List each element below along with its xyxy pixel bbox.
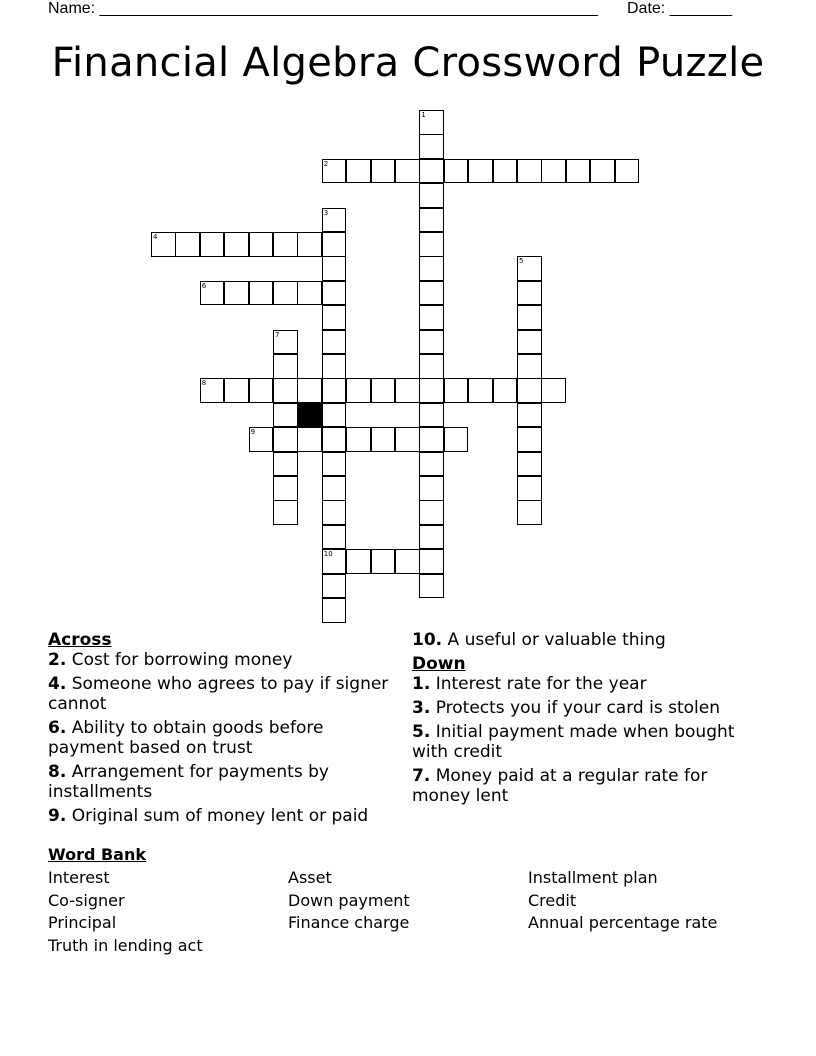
grid-cell[interactable] — [517, 256, 542, 281]
grid-cell[interactable] — [517, 159, 542, 184]
grid-cell[interactable] — [419, 476, 444, 501]
grid-cell[interactable] — [322, 354, 347, 379]
grid-cell[interactable] — [322, 427, 347, 452]
grid-cell[interactable] — [419, 305, 444, 330]
grid-cell[interactable] — [322, 305, 347, 330]
grid-cell[interactable] — [273, 354, 298, 379]
across-heading: Across — [48, 630, 112, 650]
grid-cell[interactable] — [468, 159, 493, 184]
grid-cell[interactable] — [517, 330, 542, 355]
grid-cell[interactable] — [322, 378, 347, 403]
grid-cell[interactable] — [419, 500, 444, 525]
grid-cell[interactable] — [395, 549, 420, 574]
grid-cell[interactable] — [493, 159, 518, 184]
grid-cell[interactable] — [273, 403, 298, 428]
grid-cell[interactable] — [419, 354, 444, 379]
grid-cell[interactable] — [224, 378, 249, 403]
grid-cell[interactable] — [419, 159, 444, 184]
grid-cell[interactable] — [273, 378, 298, 403]
grid-cell[interactable] — [297, 427, 322, 452]
grid-cell[interactable] — [517, 354, 542, 379]
grid-cell[interactable] — [322, 476, 347, 501]
cell-number: 6 — [201, 281, 207, 290]
word-bank-item: Truth in lending act — [48, 935, 203, 955]
grid-cell[interactable] — [249, 427, 274, 452]
cell-number: 8 — [201, 379, 207, 388]
grid-cell[interactable] — [419, 452, 444, 477]
grid-cell[interactable] — [517, 281, 542, 306]
grid-cell[interactable] — [322, 232, 347, 257]
clue-across-8: 8. Arrangement for payments by installments — [48, 762, 329, 802]
grid-cell[interactable] — [419, 208, 444, 233]
grid-cell[interactable] — [615, 159, 640, 184]
grid-cell[interactable] — [322, 256, 347, 281]
clue-down-1: 1. Interest rate for the year — [412, 674, 647, 694]
cell-number: 9 — [250, 428, 256, 437]
black-cell — [297, 403, 322, 428]
grid-cell[interactable] — [273, 452, 298, 477]
word-bank-item: Annual percentage rate — [528, 913, 718, 932]
cell-number: 7 — [275, 330, 280, 339]
grid-cell[interactable] — [322, 549, 347, 574]
grid-cell[interactable] — [200, 232, 225, 257]
grid-cell[interactable] — [297, 378, 322, 403]
word-bank — [48, 845, 768, 956]
word-bank-item: Installment plan — [528, 868, 658, 887]
grid-cell[interactable] — [273, 427, 298, 452]
clue-across-10: 10. A useful or valuable thing — [412, 630, 666, 650]
grid-cell[interactable] — [419, 183, 444, 208]
grid-cell[interactable] — [322, 452, 347, 477]
grid-cell[interactable] — [493, 378, 518, 403]
grid-cell[interactable] — [541, 159, 566, 184]
grid-cell[interactable] — [517, 305, 542, 330]
grid-cell[interactable] — [322, 598, 347, 623]
date-field-label: Date: _______ — [627, 0, 732, 17]
grid-cell[interactable] — [273, 232, 298, 257]
down-heading: Down — [412, 654, 466, 674]
word-bank-item: Interest — [48, 868, 110, 887]
right-clues — [412, 630, 762, 810]
grid-cell[interactable] — [224, 281, 249, 306]
clue-down-7: 7. Money paid at a regular rate for money lent — [412, 766, 708, 806]
grid-cell[interactable] — [419, 110, 444, 135]
grid-cell[interactable] — [224, 232, 249, 257]
grid-cell[interactable] — [590, 159, 615, 184]
grid-cell[interactable] — [273, 330, 298, 355]
grid-cell[interactable] — [322, 281, 347, 306]
cell-number: 1 — [421, 111, 426, 119]
grid-cell[interactable] — [249, 232, 274, 257]
word-bank-item: Asset — [288, 868, 332, 887]
grid-cell[interactable] — [322, 208, 347, 233]
grid-cell[interactable] — [517, 452, 542, 477]
cell-number: 4 — [153, 233, 158, 241]
grid-cell[interactable] — [346, 427, 371, 452]
grid-cell[interactable] — [419, 330, 444, 355]
word-bank-item: Down payment — [288, 890, 410, 910]
cell-number: 5 — [519, 257, 524, 266]
grid-cell[interactable] — [517, 476, 542, 501]
word-bank-item: Co-signer — [48, 890, 125, 910]
grid-cell[interactable] — [322, 574, 347, 599]
grid-cell[interactable] — [151, 232, 176, 257]
grid-cell[interactable] — [541, 378, 566, 403]
grid-cell[interactable] — [395, 378, 420, 403]
grid-cell[interactable] — [517, 427, 542, 452]
grid-cell[interactable] — [371, 159, 396, 184]
grid-cell[interactable] — [444, 159, 469, 184]
grid-cell[interactable] — [444, 427, 469, 452]
grid-cell[interactable] — [322, 403, 347, 428]
cell-number: 10 — [323, 550, 333, 559]
clue-down-5: 5. Initial payment made when bought with credit — [412, 722, 735, 762]
grid-cell[interactable] — [371, 378, 396, 403]
grid-cell[interactable] — [419, 281, 444, 306]
grid-cell[interactable] — [419, 549, 444, 574]
grid-cell[interactable] — [371, 549, 396, 574]
clue-across-9: 9. Original sum of money lent or paid — [48, 806, 369, 826]
grid-cell[interactable] — [419, 403, 444, 428]
grid-cell[interactable] — [517, 378, 542, 403]
grid-cell[interactable] — [419, 232, 444, 257]
cell-number: 2 — [323, 159, 329, 168]
clue-down-3: 3. Protects you if your card is stolen — [412, 698, 720, 718]
cell-number: 3 — [323, 208, 329, 217]
grid-cell[interactable] — [249, 378, 274, 403]
grid-cell[interactable] — [566, 159, 591, 184]
grid-cell[interactable] — [517, 403, 542, 428]
grid-cell[interactable] — [346, 549, 371, 574]
grid-cell[interactable] — [346, 378, 371, 403]
grid-cell[interactable] — [322, 525, 347, 550]
grid-cell[interactable] — [322, 159, 347, 184]
clue-across-4: 4. Someone who agrees to pay if signer cannot — [48, 674, 389, 714]
grid-cell[interactable] — [419, 427, 444, 452]
grid-cell[interactable] — [175, 232, 200, 257]
grid-cell[interactable] — [200, 378, 225, 403]
word-bank-list — [48, 868, 768, 956]
word-bank-item: Credit — [528, 890, 577, 910]
grid-cell[interactable] — [419, 378, 444, 403]
grid-cell[interactable] — [249, 281, 274, 306]
page-title: Financial Algebra Crossword Puzzle — [51, 40, 765, 86]
grid-cell[interactable] — [444, 378, 469, 403]
grid-cell[interactable] — [322, 330, 347, 355]
grid-cell[interactable] — [297, 281, 322, 306]
grid-cell[interactable] — [395, 427, 420, 452]
name-field-label: Name: ________________________________________________________ — [48, 0, 598, 17]
word-bank-item: Finance charge — [288, 913, 410, 932]
grid-cell[interactable] — [371, 427, 396, 452]
grid-cell[interactable] — [297, 232, 322, 257]
across-clues — [48, 630, 393, 830]
grid-cell[interactable] — [273, 500, 298, 525]
grid-cell[interactable] — [468, 378, 493, 403]
word-bank-title: Word Bank — [48, 845, 147, 864]
grid-cell[interactable] — [419, 574, 444, 599]
grid-cell[interactable] — [395, 159, 420, 184]
word-bank-item: Principal — [48, 913, 117, 932]
grid-cell[interactable] — [346, 159, 371, 184]
clue-across-2: 2. Cost for borrowing money — [48, 650, 293, 670]
grid-cell[interactable] — [273, 476, 298, 501]
grid-cell[interactable] — [419, 256, 444, 281]
grid-cell[interactable] — [419, 134, 444, 159]
grid-cell[interactable] — [419, 525, 444, 550]
grid-cell[interactable] — [273, 281, 298, 306]
grid-cell[interactable] — [200, 281, 225, 306]
grid-cell[interactable] — [517, 500, 542, 525]
grid-cell[interactable] — [322, 500, 347, 525]
clue-across-6: 6. Ability to obtain goods before payment based on trust — [48, 718, 324, 758]
